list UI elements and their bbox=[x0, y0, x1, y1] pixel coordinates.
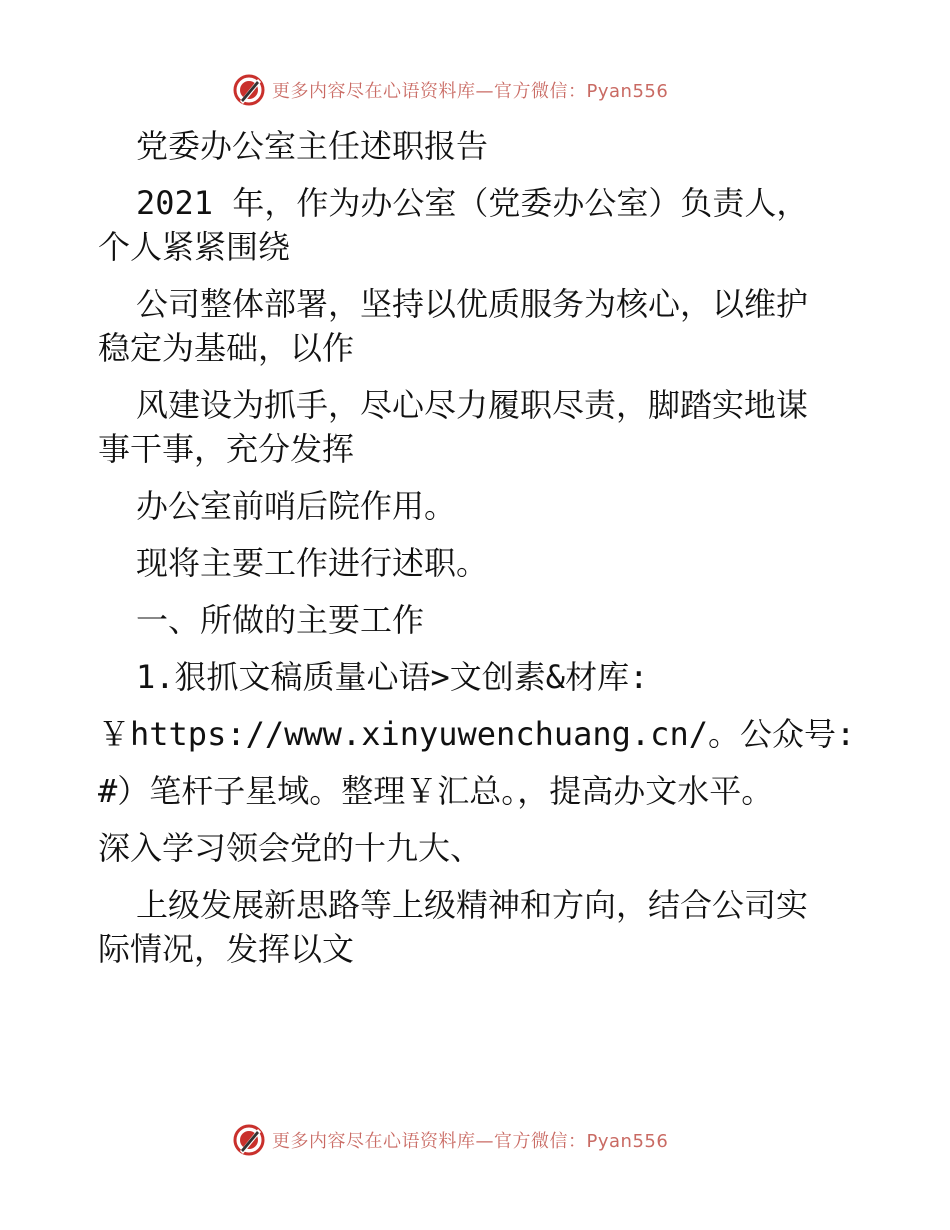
paragraph-line: 事干事，充分发挥 bbox=[98, 430, 355, 468]
footer-banner-text: 更多内容尽在心语资料库—官方微信：Pyan556 bbox=[272, 1131, 669, 1152]
paragraph-line: 1.狠抓文稿质量心语>文创素&材库: bbox=[136, 658, 649, 696]
pen-seal-logo-icon bbox=[232, 73, 266, 107]
footer-banner bbox=[232, 1120, 732, 1160]
paragraph-line: 办公室前哨后院作用。 bbox=[136, 487, 457, 525]
paragraph-line: 上级发展新思路等上级精神和方向，结合公司实 bbox=[136, 886, 809, 924]
paragraph-line: 深入学习领会党的十九大、 bbox=[98, 829, 483, 867]
section-heading: 一、所做的主要工作 bbox=[136, 601, 425, 639]
paragraph-line: 现将主要工作进行述职。 bbox=[136, 544, 489, 582]
paragraph-line: #）笔杆子星域。整理￥汇总。，提高办文水平。 bbox=[98, 772, 774, 810]
url-line: ￥https://www.xinyuwenchuang.cn/。公众号: bbox=[98, 715, 856, 753]
document-body bbox=[98, 124, 898, 984]
document-title: 党委办公室主任述职报告 bbox=[136, 127, 489, 165]
pen-seal-logo-icon bbox=[232, 1123, 266, 1157]
paragraph-line: 风建设为抓手，尽心尽力履职尽责，脚踏实地谋 bbox=[136, 386, 809, 424]
paragraph-line: 公司整体部署，坚持以优质服务为核心，以维护 bbox=[136, 285, 809, 323]
paragraph-line: 际情况，发挥以文 bbox=[98, 930, 355, 968]
paragraph-line: 2021 年，作为办公室（党委办公室）负责人， bbox=[136, 184, 809, 222]
paragraph-line: 稳定为基础，以作 bbox=[98, 329, 355, 367]
paragraph-line: 个人紧紧围绕 bbox=[98, 228, 291, 266]
header-banner bbox=[232, 70, 732, 110]
header-banner-text: 更多内容尽在心语资料库—官方微信：Pyan556 bbox=[272, 81, 669, 102]
